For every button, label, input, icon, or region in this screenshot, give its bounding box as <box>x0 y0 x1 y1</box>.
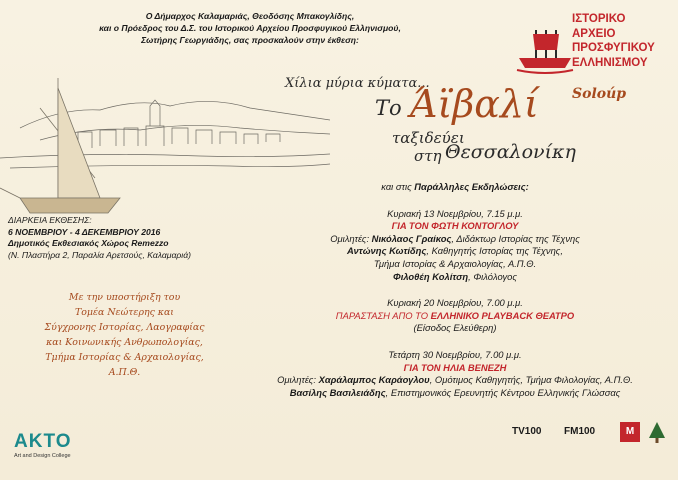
events-section <box>240 181 670 399</box>
speakers-label: Ομιλητές: <box>330 232 370 244</box>
title-article: Το <box>375 96 402 120</box>
event-title: ΓΙΑ ΤΟΝ ΗΛΙΑ ΒΕΝΕΖΗ <box>403 361 507 373</box>
speaker-role: , Επιστημονικός Ερευνητής Κέντρου Ελληνικής Γλώσσας <box>385 386 621 398</box>
exhibition-duration <box>8 215 253 261</box>
support-line: και Κοινωνικής Ανθρωπολογίας, <box>46 337 203 348</box>
intro-text: και στις <box>381 181 412 192</box>
title-line: Χίλια μύρια κύματα... <box>285 76 430 91</box>
events-intro <box>240 181 670 194</box>
event-date: Τετάρτη 30 Νοεμβρίου, 7.00 μ.μ. <box>388 348 522 360</box>
speaker-row <box>240 245 670 258</box>
speaker-role-line: Τμήμα Ιστορίας & Αρχαιολογίας, Α.Π.Θ. <box>373 257 537 269</box>
speaker-name: Χαράλαμπος Καράογλου <box>318 374 430 386</box>
speaker-role: , Ομότιμος Καθηγητής, Τμήμα Φιλολογίας, Α.Π.Θ. <box>429 374 633 386</box>
event-1 <box>240 208 670 284</box>
event-2 <box>240 297 670 335</box>
speaker-role: , Φιλόλογος <box>468 270 517 282</box>
title-main: Άϊβαλί <box>410 82 539 126</box>
event-title <box>240 310 670 323</box>
tree-icon <box>648 422 666 444</box>
event-title-a: ΠΑΡΑΣΤΑΣΗ ΑΠΟ ΤΟ <box>335 309 428 321</box>
akto-logo <box>14 432 71 460</box>
host-text <box>40 10 460 46</box>
akto-subtitle: Art and Design College <box>14 453 71 459</box>
logo-line: ΙΣΤΟΡΙΚΟ <box>572 13 626 25</box>
speaker-role: , Καθηγητής Ιστορίας της Τέχνης, <box>426 245 563 257</box>
logo-line: ΕΛΛΗΝΙΣΜΟΥ <box>572 56 648 69</box>
host-line: και ο Πρόεδρος του Δ.Σ. του Ιστορικού Αρχείου Προσφυγικού Ελληνισμού, <box>99 23 401 33</box>
sponsor-logos <box>512 422 672 446</box>
event-title-b: ΕΛΛΗΝΙΚΟ PLAYBACK ΘΕΑΤΡΟ <box>430 309 575 321</box>
fm100-logo: FM100 <box>564 426 596 437</box>
title-word: στη <box>414 147 442 165</box>
duration-dates: 6 ΝΟΕΜΒΡΙΟΥ - 4 ΔΕΚΕΜΒΡΙΟΥ 2016 <box>8 226 161 237</box>
event-date: Κυριακή 13 Νοεμβρίου, 7.15 μ.μ. <box>387 207 523 219</box>
speaker-name: Βασίλης Βασιλειάδης <box>289 386 386 398</box>
duration-label: ΔΙΑΡΚΕΙΑ ΕΚΘΕΣΗΣ: <box>8 215 92 225</box>
speaker-name: Αντώνης Κωτίδης <box>347 245 427 257</box>
host-line: Σωτήρης Γεωργιάδης, σας προσκαλούν στην έκθεση: <box>141 35 359 45</box>
title-city: Θεσσαλονίκη <box>445 141 576 163</box>
speaker-role: , Διδάκτωρ Ιστορίας της Τέχνης <box>451 232 580 244</box>
event-title: ΓΙΑ ΤΟΝ ΦΩΤΗ ΚΟΝΤΟΓΛΟΥ <box>391 220 519 232</box>
host-line: Ο Δήμαρχος Καλαμαριάς, Θεοδόσης Μπακογλίδης, <box>145 11 355 21</box>
speakers-label: Ομιλητές: <box>277 374 316 386</box>
artist-signature: Soloúp <box>572 86 627 102</box>
speaker-name: Νικόλαος Γραίκος <box>371 232 452 244</box>
support-line: Σύγχρονης Ιστορίας, Λαογραφίας <box>44 322 205 333</box>
metro-logo: M <box>620 422 640 442</box>
support-line: Τομέα Νεώτερης και <box>75 307 174 318</box>
speaker-row <box>240 374 670 387</box>
event-date: Κυριακή 20 Νοεμβρίου, 7.00 μ.μ. <box>387 297 523 309</box>
speaker-row <box>240 387 670 400</box>
intro-bold: Παράλληλες Εκδηλώσεις: <box>414 181 529 192</box>
speaker-row <box>240 271 670 284</box>
duration-venue: Δημοτικός Εκθεσιακός Χώρος Remezzo <box>8 238 169 248</box>
logo-line: ΠΡΟΣΦΥΓΙΚΟΥ <box>572 42 655 54</box>
support-text <box>12 290 237 380</box>
akto-name: AKTO <box>14 431 72 452</box>
title-word: ταξιδεύει <box>392 129 465 147</box>
support-line: Τμήμα Ιστορίας & Αρχαιολογίας, <box>45 352 204 363</box>
event-3 <box>240 349 670 399</box>
support-line: Α.Π.Θ. <box>108 367 141 378</box>
duration-address: (Ν. Πλαστήρα 2, Παραλία Αρετσούς, Καλαμαριά) <box>8 249 191 260</box>
support-line: Με την υποστήριξη του <box>68 292 181 303</box>
archive-logo-text <box>572 12 672 70</box>
event-note: (Είσοδος Ελεύθερη) <box>413 322 497 334</box>
logo-line: ΑΡΧΕΙΟ <box>572 27 616 40</box>
speaker-row <box>240 233 670 246</box>
tv100-logo: TV100 <box>512 426 542 437</box>
speaker-name: Φιλοθέη Κολίτση <box>393 270 469 282</box>
